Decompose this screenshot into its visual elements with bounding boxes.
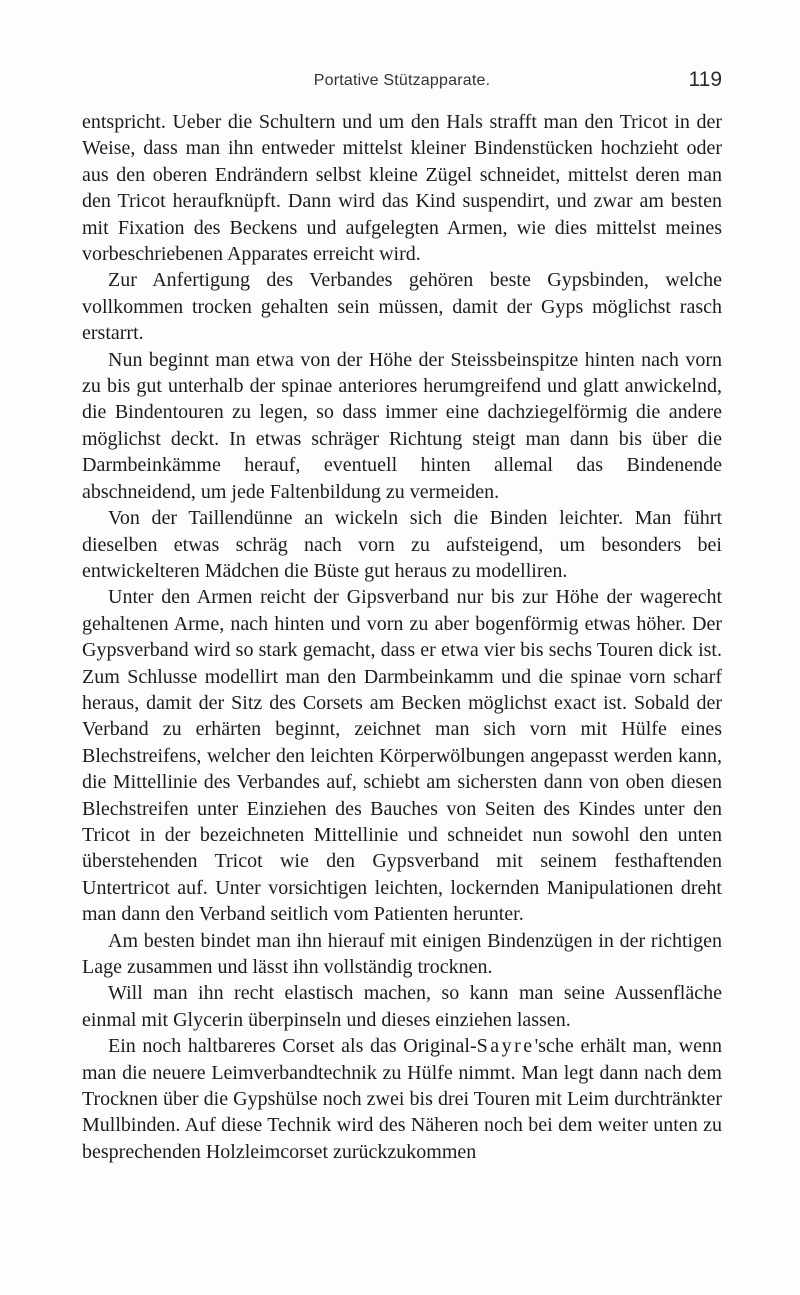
paragraph-8	[82, 1033, 722, 1165]
paragraph-4: Von der Taillendünne an wickeln sich die Binden leichter. Man führt dieselben etwas schräg nach vorn zu aufsteigend, um besonders bei entwickelteren Mädchen die Büste gut heraus zu modelliren.	[82, 507, 722, 582]
paragraph-8-name: Sayre	[476, 1035, 535, 1058]
paragraph-1: entspricht. Ueber die Schultern und um den Hals strafft man den Tricot in der Weise, dass man ihn entweder mittelst kleiner Bindenstücken hochzieht oder aus den oberen Endrändern selbst kleine Zügel schneidet, mittelst deren man den Tricot heraufknüpft. Dann wird das Kind suspendirt, und zwar am besten mit Fixation des Beckens und aufgelegten Armen, wie dies mittelst meines vorbeschriebenen Apparates erreicht wird.	[82, 111, 722, 266]
page-header	[82, 68, 722, 98]
paragraph-7: Will man ihn recht elastisch machen, so kann man seine Aussenfläche einmal mit Glycerin überpinseln und dieses einziehen lassen.	[82, 982, 722, 1031]
page-number: 119	[688, 68, 722, 91]
running-head: Portative Stützapparate.	[313, 72, 491, 89]
paragraph-2: Zur Anfertigung des Verbandes gehören beste Gypsbinden, welche vollkommen trocken gehalten sein müssen, damit der Gyps möglichst rasch erstarrt.	[82, 269, 722, 345]
paragraph-3: Nun beginnt man etwa von der Höhe der Steissbeinspitze hinten nach vorn zu bis gut unterhalb der spinae anteriores herumgreifend und glatt anwickelnd, die Bindentouren zu legen, so dass immer eine dachziegelförmig die andere möglichst deckt. In etwas schräger Richtung steigt man dann bis über die Darmbeinkämme herauf, eventuell hinten allemal das Bindenende abschneidend, um jede Faltenbildung zu vermeiden.	[82, 348, 722, 503]
paragraph-5: Unter den Armen reicht der Gipsverband nur bis zur Höhe der wagerecht gehaltenen Arme, nach hinten und vorn zu aber bogenförmig etwas höher. Der Gypsverband wird so stark gemacht, dass er etwa vier bis sechs Touren dick ist. Zum Schlusse modellirt man den Darmbeinkamm und die spinae vorn scharf heraus, damit der Sitz des Corsets am Becken möglichst exact ist. Sobald der Verband zu erhärten beginnt, zeichnet man sich vorn mit Hülfe eines Blechstreifens, welcher den leichten Körperwölbungen angepasst werden kann, die Mittellinie des Verbandes auf, schiebt am sichersten dann von oben diesen Blechstreifen unter Einziehen des Bauches von Seiten des Kindes unter den Tricot in der bezeichneten Mittellinie und schneidet nun sowohl den unten überstehenden Tricot wie den Gypsverband mit seinem festhaftenden Untertricot auf. Unter vorsichtigen leichten, lockernden Manipulationen dreht man dann den Verband seitlich vom Patienten herunter.	[82, 586, 722, 926]
paragraph-8-end: 'sche erhält man, wenn man die neuere Leimverbandtechnik zu Hülfe nimmt. Man legt dann nach dem Trocknen über die Gypshülse noch zwei bis drei Touren mit Leim durchtränkter Mullbinden. Auf diese Technik wird des Näheren noch bei dem weiter unten zu besprechenden Holzleimcorset zurückzukommen	[82, 1035, 723, 1163]
body-text	[82, 109, 722, 1165]
paragraph-6: Am besten bindet man ihn hierauf mit einigen Bindenzügen in der richtigen Lage zusammen und lässt ihn vollständig trocknen.	[82, 929, 722, 978]
paragraph-8-start: Ein noch haltbareres Corset als das Original-	[108, 1035, 477, 1058]
